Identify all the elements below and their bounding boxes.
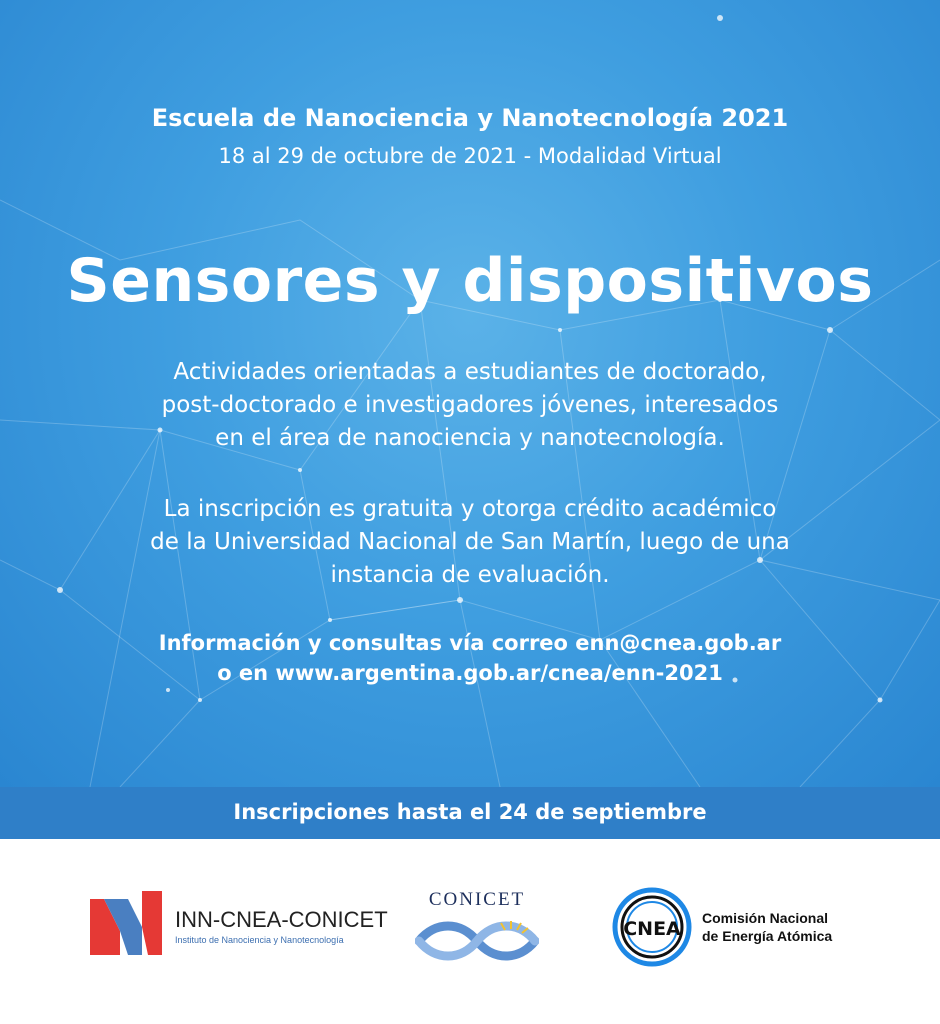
description-line: La inscripción es gratuita y otorga crédito académico	[163, 496, 777, 522]
description-paragraph-1	[0, 356, 940, 455]
description-line: instancia de evaluación.	[330, 562, 610, 588]
inn-n-icon	[90, 891, 162, 955]
conicet-logo-name: CONICET	[428, 889, 526, 910]
description-paragraph-2	[0, 493, 940, 592]
description-line: de la Universidad Nacional de San Martín, luego de una	[150, 529, 790, 555]
cnea-logo-line-2: de Energía Atómica	[702, 928, 833, 944]
contact-email-line: Información y consultas vía correo enn@cnea.gob.ar	[158, 631, 782, 655]
cnea-seal-text: CNEA	[623, 918, 681, 940]
conicet-wave-icon	[415, 919, 539, 963]
inn-logo-subtitle: Instituto de Nanociencia y Nanotecnología	[175, 935, 344, 945]
school-name: Escuela de Nanociencia y Nanotecnología 2021	[151, 104, 789, 132]
contact-info	[0, 628, 940, 688]
cnea-logo-line-1: Comisión Nacional	[702, 910, 829, 926]
cnea-seal-icon	[612, 887, 692, 967]
description-line: post-doctorado e investigadores jóvenes, interesados	[161, 392, 779, 418]
event-dates: 18 al 29 de octubre de 2021 - Modalidad Virtual	[218, 144, 722, 168]
description-line: Actividades orientadas a estudiantes de doctorado,	[173, 359, 767, 385]
logo-bar	[0, 839, 940, 1024]
deadline-banner	[0, 787, 940, 839]
description-line: en el área de nanociencia y nanotecnología.	[215, 425, 725, 451]
inn-logo-name: INN-CNEA-CONICET	[175, 907, 388, 932]
deadline-text: Inscripciones hasta el 24 de septiembre	[233, 800, 707, 824]
event-title: Sensores y dispositivos	[66, 246, 874, 316]
contact-website-line: o en www.argentina.gob.ar/cnea/enn-2021	[217, 661, 723, 685]
